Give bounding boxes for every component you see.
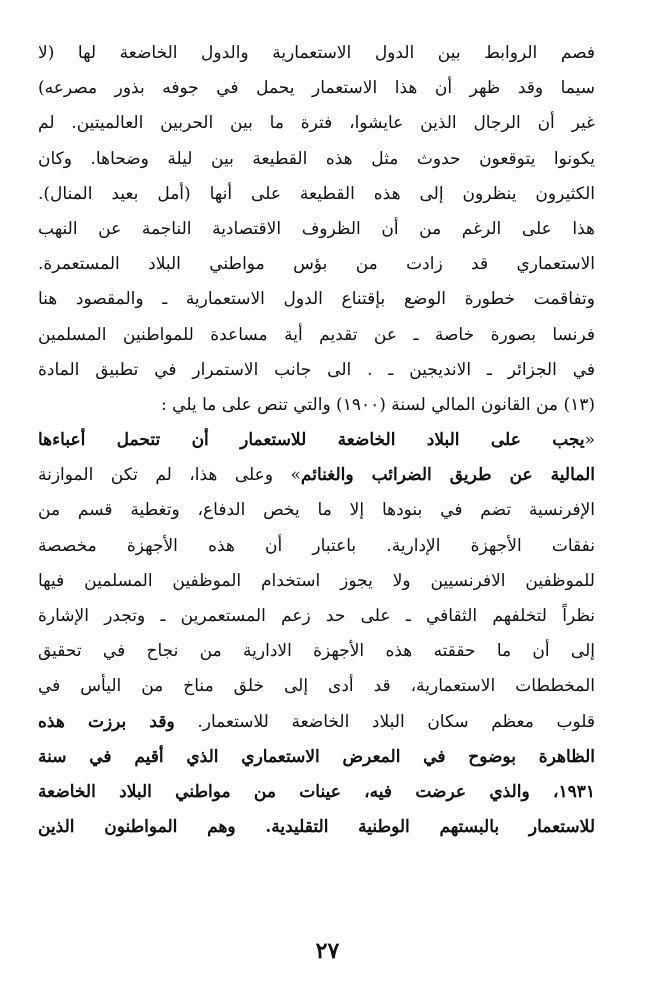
text-line: هذا على الرغم من أن الظروف الاقتصادية الناجمة عن النهب (38, 218, 595, 239)
bold-text-line: الظاهرة بوضوح في المعرض الاستعماري الذي أقيم في سنة (38, 746, 595, 767)
text-line: سيما وقد ظهر أن هذا الاستعمار يحمل في جوفه بذور مصرعه) (38, 78, 595, 99)
text-line: غير أن الرجال الذين عايشوا، فترة ما بين الحربين العالميتين. لم (38, 113, 595, 134)
text-line: نظراً لتخلفهم الثقافي ـ على حد زعم المستعمرين ـ وتجدر الإشارة (38, 606, 595, 626)
bold-text-line: ١٩٣١، والذي عرضت فيه، عينات من مواطني البلاد الخاضعة (38, 781, 595, 802)
page-number: ٢٧ (315, 938, 340, 964)
text-line: للموظفين الافرنسيين ولا يجوز استخدام الموظفين المسلمين فيها (38, 570, 595, 591)
text-line: قلوب معظم سكان البلاد الخاضعة للاستعمار. وقد برزت هذه (38, 711, 595, 732)
quoted-text-line: «يجب على البلاد الخاضعة للاستعمار أن تتحمل أعباءها (38, 430, 595, 451)
page-body-text (38, 36, 595, 845)
text-line: يكونوا يتوقعون حدوث مثل هذه القطيعة بين ليلة وضحاها. وكان (38, 148, 595, 169)
text-line: فرنسا بصورة خاصة ـ عن تقديم أية مساعدة للمواطنين المسلمين (38, 324, 595, 345)
text-line: إلى أن ما حققته هذه الأجهزة الادارية من نجاح في تحقيق (38, 641, 595, 662)
text-line: الكثيرون ينظرون إلى هذه القطيعة على أنها (أمل بعيد المنال). (38, 183, 595, 204)
text-line: الإفرنسية تضم في بنودها إلا ما يخص الدفاع، وتغطية قسم من (38, 500, 595, 521)
quoted-text-line: المالية عن طريق الضرائب والغنائم» وعلى هذا، لم تكن الموازنة (38, 465, 595, 486)
text-line: في الجزائر ـ الانديجين ـ . الى جانب الاستمرار في تطبيق المادة (38, 359, 595, 380)
text-line: (١٣) من القانون المالي لسنة (١٩٠٠) والتي تنص على ما يلي : (161, 394, 595, 415)
text-line: فصم الروابط بين الدول الاستعمارية والدول الخاضعة لها (لا (38, 43, 595, 63)
text-line: الاستعماري قد زادت من بؤس مواطني البلاد المستعمرة. (38, 254, 595, 275)
text-line: المخططات الاستعمارية، قد أدى إلى خلق مناخ من اليأس في (38, 676, 595, 697)
text-line: نفقات الأجهزة الإدارية. باعتبار أن هذه الأجهزة مخصصة (38, 535, 595, 556)
bold-text-line: للاستعمار بالبستهم الوطنية التقليدية. وهم المواطنون الذين (38, 817, 595, 838)
text-line: وتفاقمت خطورة الوضع بإقتناع الدول الاستعمارية ـ والمقصود هنا (38, 289, 595, 310)
